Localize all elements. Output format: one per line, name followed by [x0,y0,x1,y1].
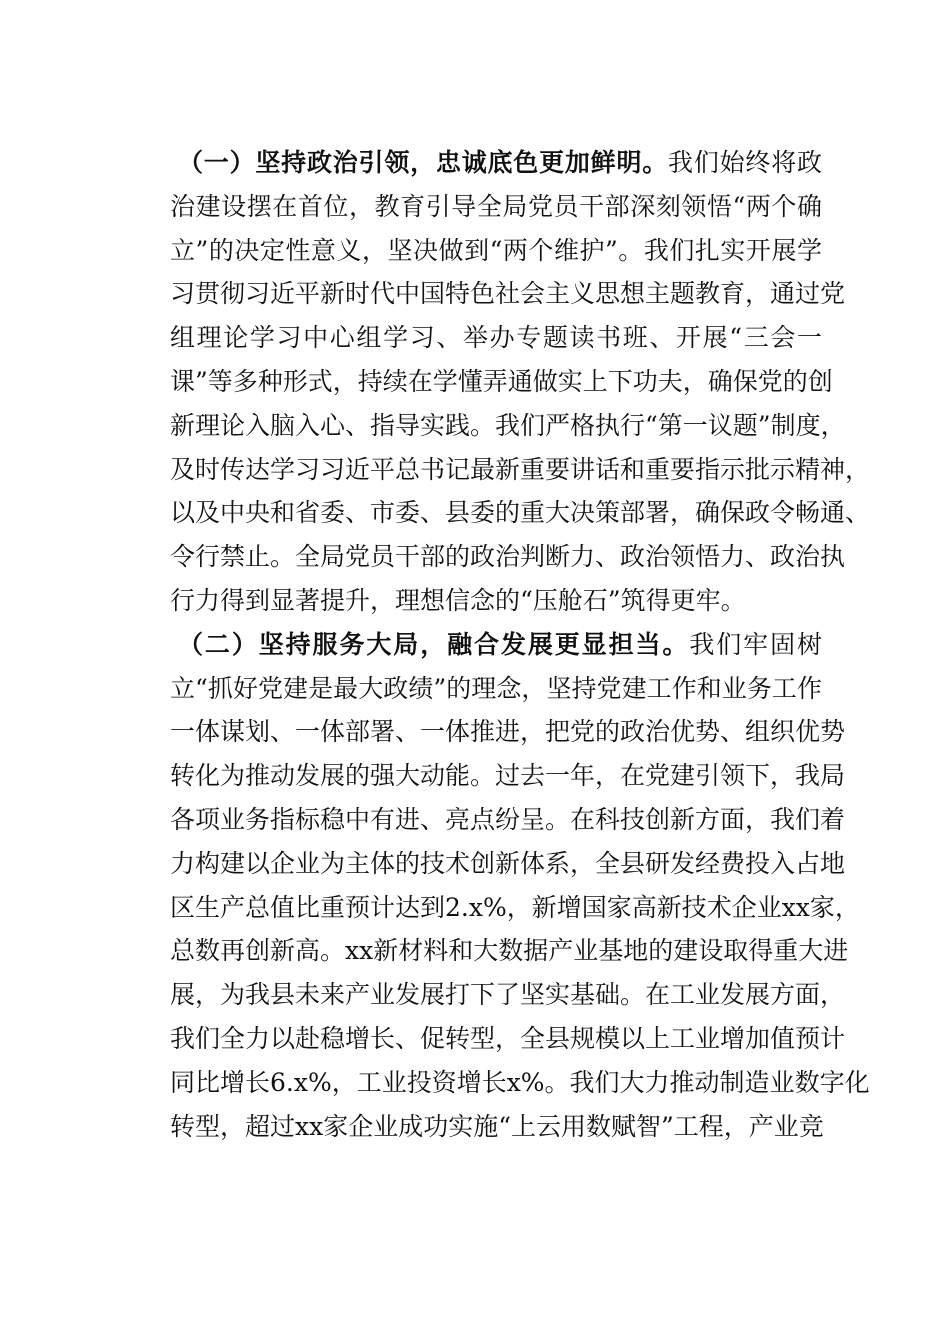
body-text: 令行禁止。全局党员干部的政治判断力、政治领悟力、政治执 [170,542,846,572]
body-text: 习贯彻习近平新时代中国特色社会主义思想主题教育，通过党 [170,279,846,309]
paragraph-line [170,1112,822,1142]
paragraph-line [170,542,846,572]
paragraph-line [170,717,846,747]
paragraph-line [170,805,846,835]
paragraph-line [170,848,846,879]
paragraph-line [170,892,860,923]
paragraph-line [170,498,871,528]
body-text: 以及中央和省委、市委、县委的重大决策部署，确保政令畅通、 [170,498,871,528]
body-text: 一体谋划、一体部署、一体推进，把党的政治优势、组织优势 [170,717,846,747]
paragraph-line [170,1067,870,1098]
body-text: 治建设摆在首位，教育引导全局党员干部深刻领悟“两个确 [170,191,822,221]
section-heading: （二）坚持服务大局，融合发展更显担当。 [178,629,690,659]
paragraph-line [170,586,822,616]
paragraph-line [170,236,822,266]
paragraph-line [170,980,846,1010]
paragraph-line [170,1024,846,1054]
body-text: 转型，超过xx家企业成功实施“上云用数赋智”工程，产业竞 [170,1111,824,1141]
body-text: 我们始终将政 [668,148,822,177]
body-text: 立”的决定性意义，坚决做到“两个维护”。我们扎实开展学 [170,235,822,265]
paragraph-line [170,410,846,441]
body-text: 立“抓好党建是最大政绩”的理念，坚持党建工作和业务工作 [170,673,822,703]
body-text: 各项业务指标稳中有进、亮点纷呈。在科技创新方面，我们着 [170,805,846,834]
body-text: 区生产总值比重预计达到2.x%，新增国家高新技术企业xx家， [170,892,860,922]
paragraph-line [170,367,833,397]
paragraph-line [170,761,846,791]
body-text: 展，为我县未来产业发展打下了坚实基础。在工业发展方面， [170,980,846,1010]
section-heading: （一）坚持政治引领，忠诚底色更加鲜明。 [178,148,669,177]
body-text: 及时传达学习习近平总书记最新重要讲话和重要指示批示精神， [170,454,871,484]
paragraph-line [170,279,846,309]
body-text: 组理论学习中心组学习、举办专题读书班、开展“三会一 [170,323,822,353]
paragraph-first-line [178,148,822,178]
paragraph-line [170,674,822,704]
body-text: 课”等多种形式，持续在学懂弄通做实上下功夫，确保党的创 [170,367,833,396]
body-text: 我们牢固树 [689,629,822,659]
body-text: 我们全力以赴稳增长、促转型，全县规模以上工业增加值预计 [170,1024,846,1053]
body-text: 同比增长6.x%，工业投资增长x%。我们大力推动制造业数字化 [170,1067,870,1097]
body-text: 力构建以企业为主体的技术创新体系，全县研发经费投入占地 [170,848,846,878]
body-text: 转化为推动发展的强大动能。过去一年，在党建引领下，我局 [170,761,846,791]
body-text: 行力得到显著提升，理想信念的“压舱石”筑得更牢。 [170,586,746,615]
body-text: 新理论入脑入心、指导实践。我们严格执行“第一议题”制度， [170,410,846,440]
body-text: 总数再创新高。xx新材料和大数据产业基地的建设取得重大进 [170,936,849,966]
paragraph-first-line [178,630,822,660]
paragraph-line [170,192,822,222]
paragraph-line [170,323,822,353]
paragraph-line [170,454,871,485]
paragraph-line [170,936,849,966]
